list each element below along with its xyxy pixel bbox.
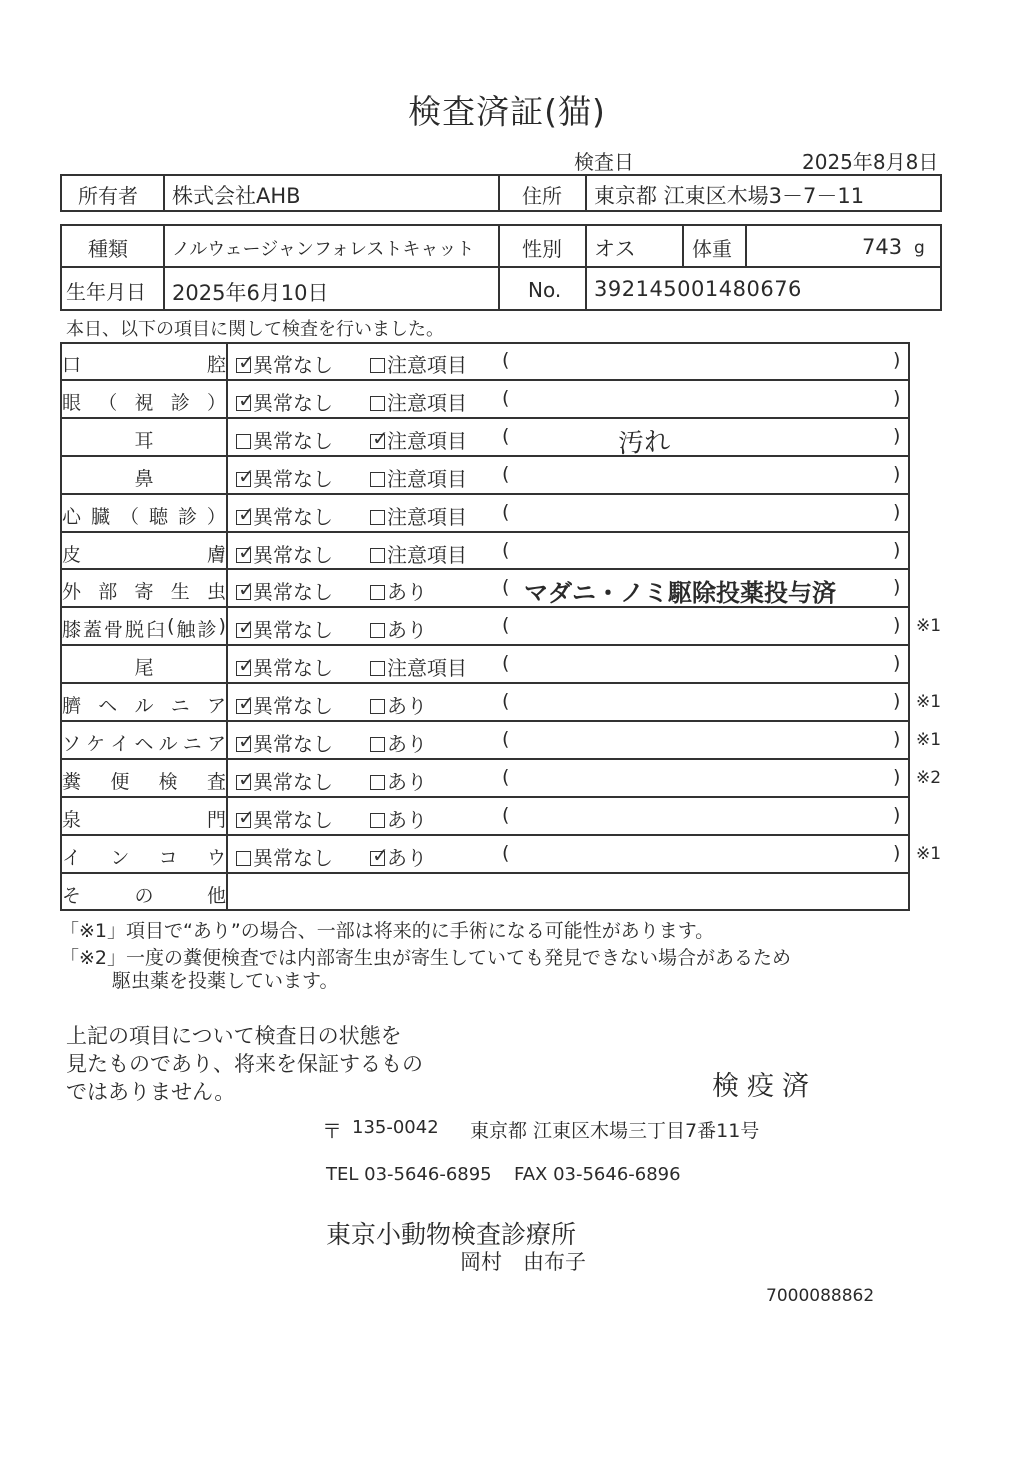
checkbox[interactable] <box>370 396 385 411</box>
row-label-char: 膝 <box>62 619 82 642</box>
option-abnormal[interactable]: 注意項目 <box>370 539 467 568</box>
option-normal[interactable]: ✓ 異常なし <box>238 804 333 832</box>
paren-open: ( <box>502 462 510 485</box>
paren-close: ) <box>893 652 901 675</box>
checkbox[interactable] <box>236 577 255 602</box>
row-label-char: 鼻 <box>134 467 154 490</box>
sex-value: オス <box>594 237 636 261</box>
owner-value: 株式会社AHB <box>172 184 301 208</box>
paren-open: ( <box>502 690 510 713</box>
fax: FAX 03-5646-6896 <box>514 1164 681 1185</box>
row-label-char: 眼 <box>62 391 82 414</box>
row-label-char: 査 <box>206 770 226 793</box>
row-label-char: 脱 <box>125 619 145 642</box>
checkbox[interactable] <box>236 804 255 829</box>
owner-label: 所有者 <box>78 184 138 208</box>
row-footnote-mark: ※1 <box>916 616 942 637</box>
paren-open: ( <box>502 614 510 637</box>
paren-open: ( <box>502 728 510 750</box>
document-number: 7000088862 <box>766 1286 875 1306</box>
option-normal[interactable]: ✓ 異常なし <box>238 387 333 415</box>
row-footnote-mark: ※1 <box>916 692 942 713</box>
row-label-char: 臓 <box>90 505 110 528</box>
checkbox[interactable] <box>370 661 385 676</box>
row-label <box>62 729 226 756</box>
checkbox[interactable] <box>236 463 255 488</box>
row-label-char: ） <box>206 391 226 414</box>
postal-code: 135-0042 <box>352 1117 439 1138</box>
option-abnormal[interactable]: あり <box>370 576 427 605</box>
paren-close: ) <box>893 349 901 371</box>
row-label-char: コ <box>158 846 178 869</box>
check-mark-icon: ✓ <box>372 425 389 450</box>
row-label-char: イ <box>110 733 130 755</box>
row-label-char: イ <box>62 846 82 869</box>
row-label <box>62 388 226 415</box>
clinic-name: 東京小動物検査診療所 <box>326 1220 577 1249</box>
check-mark-icon: ✓ <box>238 615 255 640</box>
option-abnormal[interactable]: 注意項目 <box>370 652 467 681</box>
page-title: 検査済証(猫) <box>408 92 606 131</box>
row-label <box>62 540 226 567</box>
disclaimer-line-2: 見たものであり、将来を保証するもの <box>66 1052 423 1076</box>
checkbox[interactable] <box>236 434 251 449</box>
row-footnote-mark: ※1 <box>916 730 942 750</box>
paren-open: ( <box>502 652 510 675</box>
paren-close: ) <box>893 765 901 788</box>
intro-text: 本日、以下の項目に関して検査を行いました。 <box>66 319 444 340</box>
disclaimer-line-1: 上記の項目について検査日の状態を <box>66 1024 402 1048</box>
option-abnormal[interactable]: あり <box>370 766 427 795</box>
weight-label: 体重 <box>692 237 732 261</box>
paren-open: ( <box>502 538 510 561</box>
row-label <box>62 767 226 794</box>
paren-open: ( <box>502 803 510 826</box>
paren-open: ( <box>502 386 510 409</box>
option-abnormal[interactable]: ✓ 注意項目 <box>372 425 467 453</box>
option-normal[interactable]: ✓ 異常なし <box>238 463 333 491</box>
weight-value: 743 <box>862 235 903 259</box>
row-label <box>62 350 226 377</box>
row-label-char: ア <box>206 695 226 718</box>
option-normal[interactable]: ✓ 異常なし <box>238 691 333 719</box>
row-label-char: ン <box>110 846 130 869</box>
checkbox[interactable] <box>370 842 389 867</box>
row-label-char: ウ <box>206 846 226 869</box>
row-label <box>62 426 226 453</box>
option-normal[interactable]: ✓ 異常なし <box>238 501 333 529</box>
row-label-char: 耳 <box>134 429 154 452</box>
row-label-char: 皮 <box>62 543 82 566</box>
check-mark-icon: ✓ <box>238 691 255 716</box>
paren-close: ) <box>893 386 901 409</box>
disclaimer-line-3: ではありません。 <box>66 1080 236 1104</box>
paren-close: ) <box>893 728 901 750</box>
option-normal[interactable]: 異常なし <box>236 425 333 454</box>
row-label <box>62 691 226 718</box>
row-label-char: ヘ <box>134 733 154 755</box>
option-abnormal[interactable]: あり <box>370 728 427 757</box>
row-label <box>62 653 226 680</box>
check-mark-icon: ✓ <box>238 350 255 374</box>
row-label-char: 検 <box>158 770 178 793</box>
row-label-char: ソ <box>62 733 82 755</box>
postal-mark: 〒 <box>322 1119 342 1143</box>
option-abnormal[interactable]: 注意項目 <box>370 501 467 530</box>
paren-close: ) <box>893 690 901 713</box>
row-label-char: 部 <box>98 581 118 604</box>
birth-value: 2025年6月10日 <box>172 281 329 305</box>
breed-value: ノルウェージャンフォレストキャット <box>172 239 475 260</box>
row-label-char: ル <box>158 733 178 755</box>
option-abnormal[interactable]: ✓ あり <box>372 842 427 870</box>
row-footnote-mark: ※1 <box>916 843 942 864</box>
paren-open: ( <box>502 765 510 788</box>
row-label <box>62 615 226 642</box>
checkbox[interactable] <box>236 766 255 791</box>
row-label-char: 虫 <box>206 581 226 604</box>
paren-close: ) <box>893 841 901 864</box>
paren-open: ( <box>502 349 510 371</box>
check-mark-icon: ✓ <box>238 501 255 526</box>
address-value: 東京都 江東区木場3－7－11 <box>594 184 865 208</box>
handwritten-note: 汚れ <box>617 426 671 460</box>
checkbox[interactable] <box>236 539 255 564</box>
row-label-char: ( <box>167 615 175 638</box>
row-label-char: 触 <box>176 619 196 642</box>
row-note: マダニ・ノミ駆除投薬投与済 <box>524 579 836 608</box>
row-label-char: 寄 <box>134 581 154 604</box>
option-abnormal[interactable]: 注意項目 <box>370 387 467 416</box>
inspection-date-label: 検査日 <box>574 150 634 174</box>
row-label-char: 診 <box>177 505 197 528</box>
checkbox[interactable] <box>236 851 251 866</box>
check-mark-icon: ✓ <box>238 766 255 791</box>
row-label-char: 腔 <box>206 354 226 376</box>
quarantine-stamp: 検疫済 <box>712 1071 817 1102</box>
no-value: 392145001480676 <box>594 277 802 301</box>
row-label-char: 膚 <box>206 543 226 566</box>
note-2-line-2: 駆虫薬を投薬しています。 <box>112 970 339 992</box>
option-normal[interactable]: ✓ 異常なし <box>238 577 333 605</box>
row-label-char: 生 <box>170 581 190 604</box>
option-abnormal[interactable]: あり <box>370 804 427 833</box>
row-label-char: （ <box>98 391 118 414</box>
row-label-char: 蓋 <box>83 619 103 642</box>
check-mark-icon: ✓ <box>238 577 255 602</box>
checkbox[interactable] <box>236 615 255 640</box>
row-label <box>62 464 226 491</box>
row-footnote-mark: ※2 <box>916 767 942 788</box>
checkbox[interactable] <box>370 548 385 563</box>
paren-open: ( <box>502 576 510 599</box>
option-abnormal[interactable]: あり <box>370 614 427 643</box>
checkbox[interactable] <box>370 813 385 828</box>
note-2-line-1: 「※2」一度の糞便検査では内部寄生虫が寄生していても発見できない場合があるため <box>60 947 792 969</box>
checkbox[interactable] <box>370 472 385 487</box>
vet-name: 岡村 由布子 <box>460 1250 586 1274</box>
checkbox[interactable] <box>236 350 255 374</box>
row-label-char: 外 <box>62 581 82 604</box>
row-label <box>62 843 226 870</box>
checkbox[interactable] <box>370 737 385 752</box>
checkbox[interactable] <box>236 729 255 753</box>
row-label-char: 診 <box>170 391 190 414</box>
row-label <box>62 577 226 604</box>
row-label <box>62 805 226 832</box>
check-mark-icon: ✓ <box>238 653 255 678</box>
paren-close: ) <box>893 614 901 637</box>
address-label: 住所 <box>522 184 562 208</box>
row-label-char: ル <box>134 695 154 718</box>
check-mark-icon: ✓ <box>238 387 255 412</box>
row-label-char: 糞 <box>62 770 82 793</box>
row-label-other: そ の 他 <box>62 884 226 907</box>
row-label-char: ケ <box>86 733 106 755</box>
inspection-date: 2025年8月8日 <box>802 150 939 174</box>
row-label-char: ニ <box>182 733 202 755</box>
row-label-char: 門 <box>206 808 226 831</box>
checkbox[interactable] <box>236 501 255 526</box>
checkbox[interactable] <box>370 510 385 525</box>
clinic-address: 東京都 江東区木場三丁目7番11号 <box>470 1120 760 1142</box>
checkbox[interactable] <box>370 585 385 600</box>
row-label-char: 尾 <box>134 657 154 680</box>
checkbox[interactable] <box>236 653 255 678</box>
row-label <box>62 502 226 529</box>
paren-open: ( <box>502 424 510 447</box>
check-mark-icon: ✓ <box>238 729 255 753</box>
check-mark-icon: ✓ <box>238 804 255 829</box>
sex-label: 性別 <box>522 237 562 261</box>
row-label-char: 泉 <box>62 808 82 831</box>
checkbox[interactable] <box>370 623 385 638</box>
checkbox[interactable] <box>236 691 255 716</box>
paren-close: ) <box>893 462 901 485</box>
row-label-char: ） <box>206 505 226 528</box>
row-label-char: 視 <box>134 391 154 414</box>
paren-close: ) <box>893 538 901 561</box>
row-label-char: 便 <box>110 770 130 793</box>
paren-close: ) <box>893 576 901 599</box>
paren-open: ( <box>502 500 510 523</box>
check-mark-icon: ✓ <box>238 539 255 564</box>
check-mark-icon: ✓ <box>372 842 389 867</box>
check-mark-icon: ✓ <box>238 463 255 488</box>
breed-label: 種類 <box>88 237 128 261</box>
weight-unit: g <box>914 238 925 258</box>
checkbox[interactable] <box>370 425 389 450</box>
note-1: 「※1」項目で“あり”の場合、一部は将来的に手術になる可能性があります。 <box>60 920 715 942</box>
option-normal[interactable]: ✓ 異常なし <box>238 766 333 794</box>
option-abnormal[interactable]: あり <box>370 690 427 719</box>
row-label-char: 臍 <box>62 695 82 718</box>
option-normal[interactable]: ✓ 異常なし <box>238 729 333 756</box>
row-label-char: ヘ <box>98 695 118 718</box>
option-normal[interactable]: ✓ 異常なし <box>238 350 333 377</box>
checkbox[interactable] <box>370 358 385 373</box>
row-label-char: 心 <box>62 505 82 528</box>
option-normal[interactable]: 異常なし <box>236 842 333 871</box>
row-label-char: 骨 <box>104 619 124 642</box>
paren-close: ) <box>893 500 901 523</box>
row-label-char: ア <box>206 733 226 755</box>
row-label-char: ) <box>218 615 226 638</box>
row-label-char: 聴 <box>148 505 168 528</box>
checkbox[interactable] <box>236 387 255 412</box>
option-normal[interactable]: ✓ 異常なし <box>238 615 333 643</box>
birth-label: 生年月日 <box>66 280 146 304</box>
option-normal[interactable]: ✓ 異常なし <box>238 653 333 681</box>
row-label-char: 臼 <box>146 619 166 642</box>
checkbox[interactable] <box>370 699 385 714</box>
paren-open: ( <box>502 841 510 864</box>
row-label-char: ニ <box>170 695 190 718</box>
option-abnormal[interactable]: 注意項目 <box>370 349 467 378</box>
paren-close: ) <box>893 803 901 826</box>
no-label: No. <box>528 278 562 302</box>
option-abnormal[interactable]: 注意項目 <box>370 463 467 492</box>
checkbox[interactable] <box>370 775 385 790</box>
row-label-char: 診 <box>197 619 217 642</box>
tel: TEL 03-5646-6895 <box>326 1164 492 1185</box>
paren-close: ) <box>893 424 901 447</box>
row-label-char: （ <box>119 505 139 528</box>
row-label-char: 口 <box>62 354 82 376</box>
option-normal[interactable]: ✓ 異常なし <box>238 539 333 567</box>
